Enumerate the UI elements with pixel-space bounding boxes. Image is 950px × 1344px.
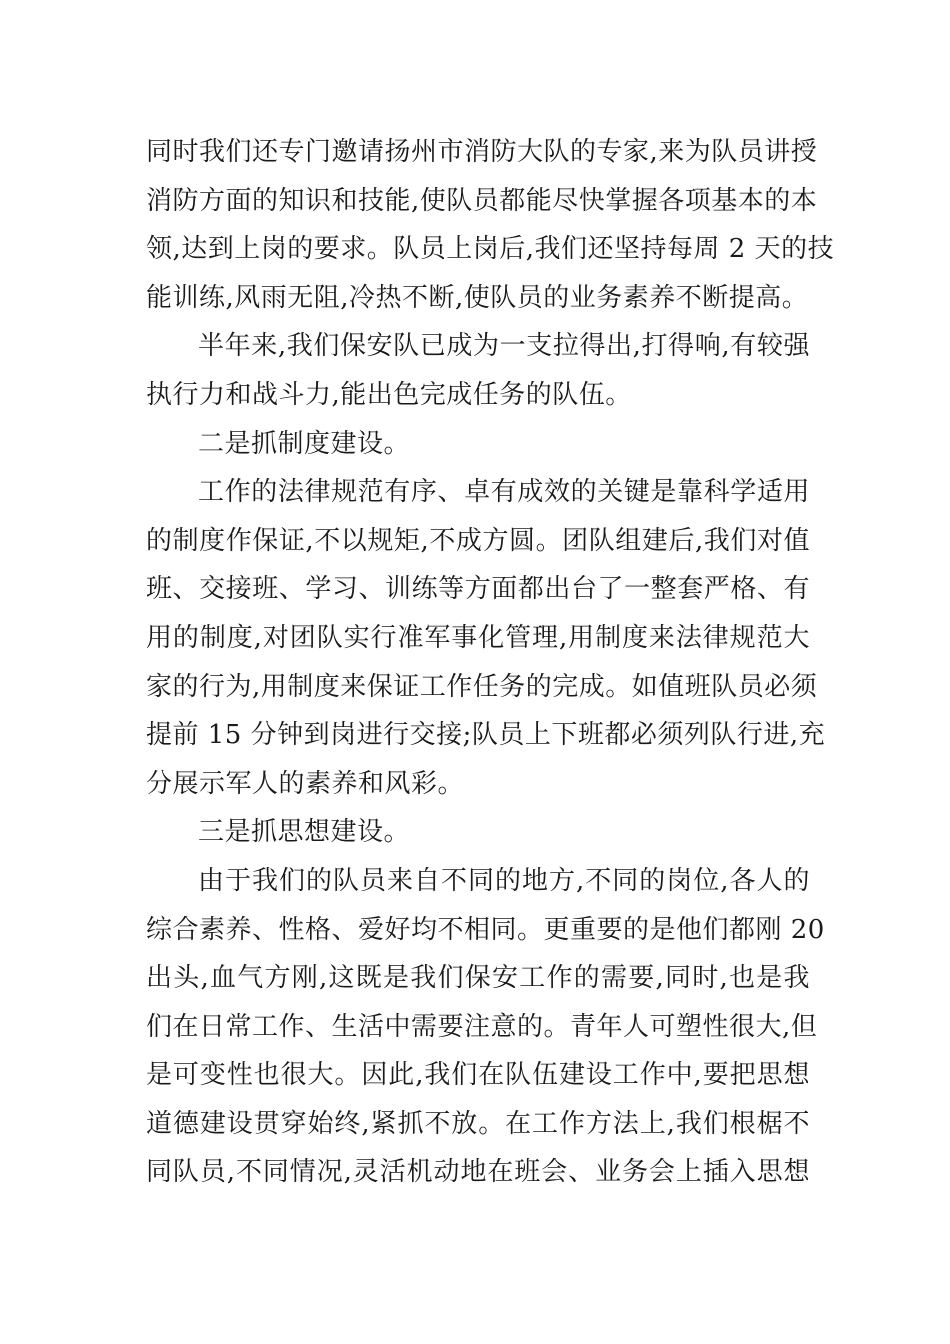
paragraph: [146, 322, 810, 419]
text-line: 出头,血气方刚,这既是我们保安工作的需要,同时,也是我: [146, 963, 810, 994]
paragraph: [146, 808, 810, 857]
text-line: 综合素养、性格、爱好均不相同。更重要的是他们都刚 20: [146, 914, 825, 945]
text-line: 能训练,风雨无阻,冷热不断,使队员的业务素养不断提高。: [146, 282, 809, 313]
text-line: 们在日常工作、生活中需要注意的。青年人可塑性很大,但: [146, 1011, 818, 1042]
text-line: 二是抓制度建设。: [198, 428, 411, 459]
text-line: 执行力和战斗力,能出色完成任务的队伍。: [146, 379, 632, 410]
text-line: 分展示军人的素养和风彩。: [146, 768, 465, 799]
text-line: 同队员,不同情况,灵活机动地在班会、业务会上插入思想: [146, 1157, 810, 1188]
paragraph: [146, 857, 825, 1197]
text-line: 用的制度,对团队实行准军事化管理,用制度来法律规范大: [146, 622, 810, 653]
text-line: 家的行为,用制度来保证工作任务的完成。如值班队员必须: [146, 671, 818, 702]
document-body: [146, 128, 835, 1197]
text-line: 消防方面的知识和技能,使队员都能尽快掌握各项基本的本: [146, 185, 818, 216]
text-line: 工作的法律规范有序、卓有成效的关键是靠科学适用: [198, 477, 810, 508]
text-line: 道德建设贯穿始终,紧抓不放。在工作方法上,我们根椐不: [146, 1108, 810, 1139]
text-line: 领,达到上岗的要求。队员上岗后,我们还坚持每周 2 天的技: [146, 234, 835, 265]
text-line: 半年来,我们保安队已成为一支拉得出,打得响,有较强: [198, 331, 810, 362]
text-line: 提前 15 分钟到岗进行交接;队员上下班都必须列队行进,充: [146, 720, 826, 751]
text-line: 由于我们的队员来自不同的地方,不同的岗位,各人的: [198, 865, 810, 896]
text-line: 班、交接班、学习、训练等方面都出台了一整套严格、有: [146, 574, 810, 605]
text-line: 三是抓思想建设。: [198, 817, 411, 848]
paragraph: [146, 128, 835, 322]
text-line: 同时我们还专门邀请扬州市消防大队的专家,来为队员讲授: [146, 137, 818, 167]
text-line: 是可变性也很大。因此,我们在队伍建设工作中,要把思想: [146, 1060, 810, 1091]
text-line: 的制度作保证,不以规矩,不成方圆。团队组建后,我们对值: [146, 525, 810, 556]
paragraph: [146, 468, 826, 808]
paragraph: [146, 420, 810, 469]
